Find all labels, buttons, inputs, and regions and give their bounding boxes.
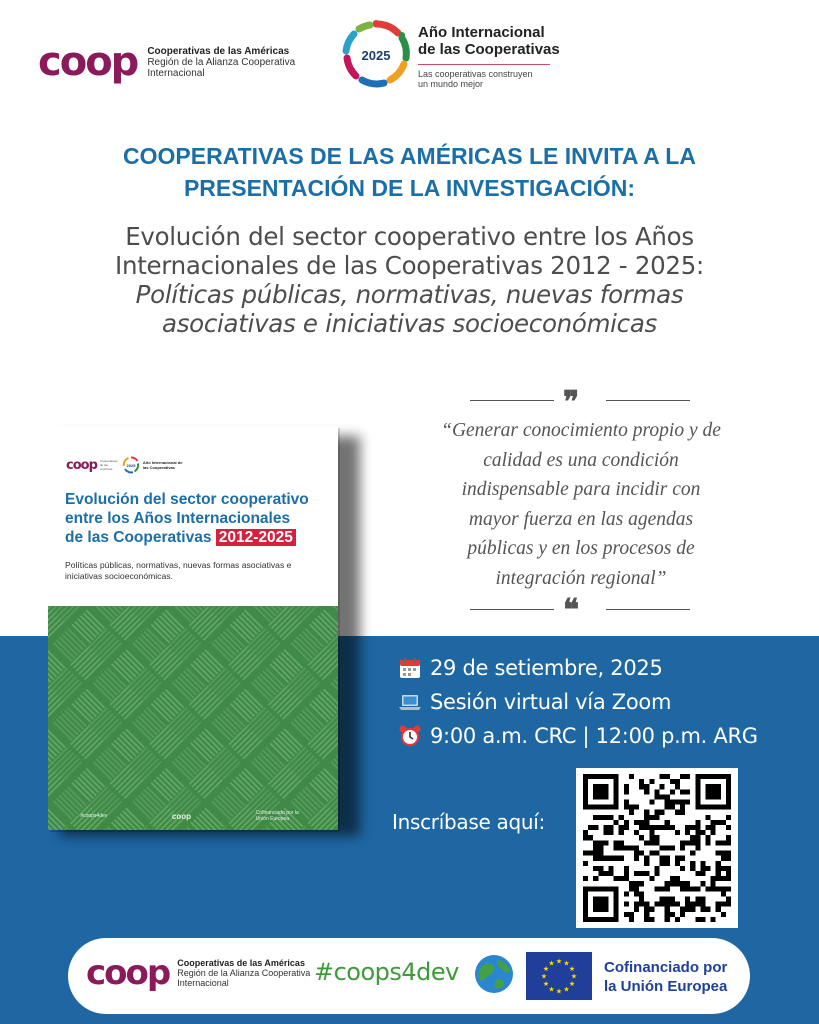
svg-text:★: ★ — [570, 972, 578, 981]
footer-coop-logo — [86, 953, 311, 993]
book-foot-coop: coop — [171, 811, 192, 821]
qr-code-graphic[interactable] — [582, 774, 732, 922]
eu-text-line1: Cofinanciado por — [604, 959, 728, 976]
book-iyc-year: 2025 — [126, 463, 136, 468]
book-cover — [48, 426, 338, 830]
research-title-line4: asociativas e iniciativas socioeconómicas — [162, 309, 657, 338]
book-title-line2: entre los Años Internacionales — [65, 510, 291, 527]
quote-bottom-line-left — [470, 609, 554, 610]
invitation-headline — [40, 140, 779, 204]
coop-logo-text — [147, 46, 295, 79]
research-title-line2: Internacionales de las Cooperativas 2012 - 2025: — [115, 251, 704, 280]
iyc-title-line1: Año Internacional — [418, 24, 545, 41]
book-iyc-text: Año Internacional de las Cooperativas — [142, 460, 183, 470]
svg-text:★: ★ — [548, 959, 555, 968]
globe-icon — [474, 954, 514, 994]
book-coop-logo: coop — [66, 457, 97, 473]
eu-cofinanced-text — [604, 958, 727, 996]
iyc-2025-logo — [340, 18, 560, 90]
event-time-row — [398, 724, 758, 748]
footer-coop-line3: Internacional — [177, 978, 229, 988]
quote-top-line-right — [606, 400, 690, 401]
svg-text:★: ★ — [542, 965, 550, 973]
quote-top-line-left — [470, 400, 554, 401]
laptop-icon — [398, 690, 422, 714]
book-coop-text: Cooperativas de las Américas — [99, 459, 118, 471]
book-iyc-ring-icon — [122, 456, 140, 474]
eu-flag-icon — [526, 952, 592, 1000]
footer-coop-line2: Región de la Alianza Cooperativa — [177, 968, 311, 978]
register-label: Inscríbase aquí: — [392, 810, 545, 834]
coop-logo-line3: Internacional — [147, 67, 205, 79]
book-logos — [66, 456, 183, 474]
alarm-clock-icon — [398, 724, 422, 748]
svg-text:★: ★ — [555, 987, 563, 996]
iyc-title-line2: de las Cooperativas — [418, 41, 560, 58]
svg-text:★: ★ — [548, 985, 555, 994]
book-foot-hashtag: #coops4dev — [80, 813, 108, 819]
book-description: Políticas públicas, normativas, nuevas formas asociativas e iniciativas socioeconómicas. — [65, 560, 292, 581]
coop-logo — [38, 39, 296, 85]
iyc-separator — [418, 64, 550, 65]
footer-coop-word: coop — [86, 953, 170, 993]
research-title — [40, 222, 779, 338]
svg-text:★: ★ — [568, 980, 576, 988]
event-venue-row — [398, 690, 671, 714]
book-title-line3: de las Cooperativas — [65, 529, 216, 546]
svg-text:★: ★ — [563, 959, 570, 968]
footer-pill — [68, 938, 750, 1014]
book-foot-eu: Cofinanciado por la Unión Europea — [255, 810, 299, 822]
book-title — [65, 490, 335, 547]
quote-close-mark: ❝ — [563, 593, 580, 628]
svg-text:★: ★ — [568, 965, 576, 973]
iyc-texts — [418, 24, 560, 89]
research-title-line1: Evolución del sector cooperativo entre los Años — [125, 222, 694, 251]
event-venue: Sesión virtual vía Zoom — [430, 690, 672, 714]
quote-text: “Generar conocimiento propio y de calidad es una condición indispensable para incidir con mayor fuerza en las agendas públicas y en los procesos de integración regional” — [441, 420, 721, 589]
footer-coop-text — [177, 958, 310, 988]
svg-text:★: ★ — [540, 972, 548, 981]
svg-text:★: ★ — [563, 985, 570, 994]
quote-bottom-line-right — [606, 609, 690, 610]
coop-logo-line2: Región de la Alianza Cooperativa — [147, 56, 296, 68]
event-date-row — [398, 656, 663, 680]
book-title-line1: Evolución del sector cooperativo — [65, 491, 309, 508]
iyc-sub-line2: un mundo mejor — [418, 79, 484, 89]
coop-logo-line1: Cooperativas de las Américas — [147, 45, 290, 57]
registration-qr-code[interactable] — [576, 768, 738, 928]
footer-hashtag: #coops4dev — [314, 958, 459, 986]
headline-line1: COOPERATIVAS DE LAS AMÉRICAS LE INVITA A LA — [123, 143, 696, 169]
iyc-ring-icon — [340, 18, 412, 90]
iyc-year: 2025 — [361, 48, 391, 63]
book-weave-pattern — [48, 606, 338, 830]
book-footer-logos — [48, 802, 338, 830]
event-date: 29 de setiembre, 2025 — [430, 656, 663, 680]
coop-logo-word: coop — [38, 39, 138, 85]
eu-text-line2: la Unión Europea — [604, 978, 728, 995]
footer-coop-line1: Cooperativas de las Américas — [177, 958, 305, 968]
event-time: 9:00 a.m. CRC | 12:00 p.m. ARG — [430, 724, 758, 748]
svg-text:★: ★ — [555, 957, 563, 966]
headline-line2: PRESENTACIÓN DE LA INVESTIGACIÓN: — [183, 175, 636, 201]
weave-pattern-graphic — [48, 606, 338, 830]
book-title-years: 2012-2025 — [216, 529, 296, 546]
research-title-line3: Políticas públicas, normativas, nuevas formas — [135, 280, 684, 309]
quote-open-mark: ❞ — [563, 385, 580, 420]
iyc-sub-line1: Las cooperativas construyen — [418, 69, 533, 79]
calendar-icon — [398, 656, 422, 680]
svg-text:★: ★ — [542, 980, 550, 988]
